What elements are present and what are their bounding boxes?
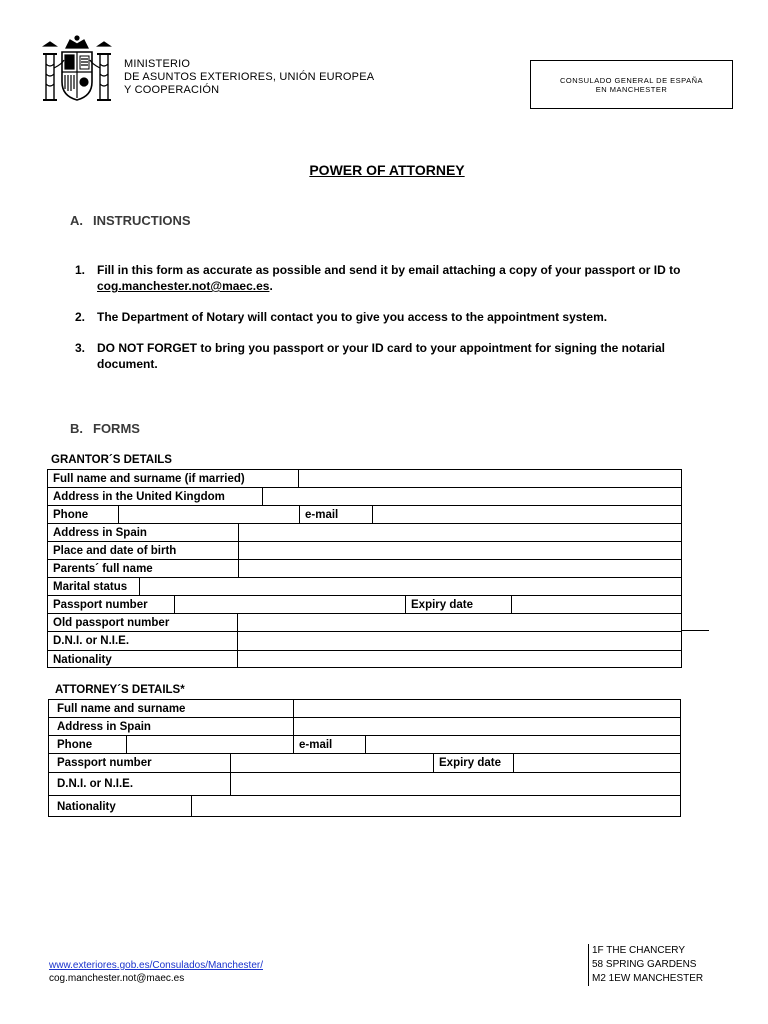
grantor-row-birth [48,542,681,560]
grantor-birth-input[interactable] [239,542,681,559]
instruction-text: The Department of Notary will contact you to give you access to the appointment system. [97,310,608,324]
attorney-row-passport [49,754,680,773]
field-label: Expiry date [439,757,501,769]
section-b-letter: B. [70,421,83,436]
section-a-letter: A. [70,213,83,228]
grantor-heading: GRANTOR´S DETAILS [51,454,172,466]
consulate-line-2: EN MANCHESTER [595,84,668,94]
instruction-text: Fill in this form as accurate as possible and send it by email attaching a copy of your passport or ID to [97,263,681,277]
address-line-3: M2 1EW MANCHESTER [592,973,704,984]
instruction-number: 3. [75,341,86,355]
section-a-label: INSTRUCTIONS [93,213,191,228]
attorney-phone-input[interactable] [127,736,293,753]
attorney-row-full-name [49,700,680,718]
field-label: Phone [53,508,89,521]
field-label: Address in the United Kingdom [53,490,225,503]
attorney-row-dni [49,773,680,796]
field-label: Full name and surname (if married) [53,472,245,485]
attorney-form [48,699,681,817]
consulate-box [530,60,733,109]
footer-email: cog.manchester.not@maec.es [49,973,185,984]
attorney-nationality-input[interactable] [192,796,680,817]
attorney-row-phone [49,736,680,754]
ministry-line-1: MINISTERIO [124,58,191,70]
instruction-number: 1. [75,263,86,277]
grantor-phone-input[interactable] [119,506,299,523]
instructions-list [75,262,697,387]
ministry-line-2: DE ASUNTOS EXTERIORES, UNIÓN EUROPEA [124,71,375,83]
attorney-row-nationality [49,796,680,817]
instruction-text-end: . [269,279,273,293]
grantor-email-input[interactable] [373,506,681,523]
field-label: e-mail [299,738,333,751]
grantor-row-parents [48,560,681,578]
grantor-address-uk-input[interactable] [263,488,681,505]
address-line-2: 58 SPRING GARDENS [592,959,697,970]
attorney-row-address-spain [49,718,680,736]
grantor-expiry-input[interactable] [512,596,681,613]
field-label: Parents´ full name [53,562,153,575]
field-label: Place and date of birth [53,544,177,557]
field-label: Expiry date [411,598,473,611]
divider-line [682,630,709,631]
grantor-dni-input[interactable] [238,632,681,650]
footer-contact [49,959,263,985]
grantor-row-phone [48,506,681,524]
attorney-heading: ATTORNEY´S DETAILS* [55,684,185,696]
grantor-form [47,469,682,668]
grantor-row-address-spain [48,524,681,542]
grantor-nationality-input[interactable] [238,651,681,668]
attorney-address-spain-input[interactable] [294,718,680,735]
field-label: Full name and surname [57,702,186,715]
attorney-dni-input[interactable] [231,773,680,795]
field-label: D.N.I. or N.I.E. [57,778,134,790]
field-label: Old passport number [53,616,170,629]
page-title: POWER OF ATTORNEY [309,162,465,178]
grantor-row-full-name [48,470,681,488]
attorney-full-name-input[interactable] [294,700,680,717]
field-label: Nationality [57,800,116,813]
section-b-label: FORMS [93,421,140,436]
field-label: e-mail [305,508,339,521]
instruction-item [75,262,697,294]
field-label: Passport number [53,598,148,611]
grantor-row-passport [48,596,681,614]
instruction-item [75,309,697,325]
grantor-parents-input[interactable] [239,560,681,577]
footer-address [588,944,703,986]
attorney-email-input[interactable] [366,736,680,753]
address-line-1: 1F THE CHANCERY [592,945,685,956]
attorney-passport-input[interactable] [231,754,433,772]
website-link[interactable]: www.exteriores.gob.es/Consulados/Manchester/ [49,960,263,971]
grantor-old-passport-input[interactable] [238,614,681,631]
ministry-line-3: Y COOPERACIÓN [124,84,220,96]
section-b-heading [70,421,140,436]
field-label: Passport number [57,757,152,769]
section-a-heading [70,213,191,228]
instruction-emphasis: DO NOT FORGET [97,341,197,355]
grantor-row-nationality [48,651,681,668]
instruction-text: to bring you passport or your ID card to your appointment for signing the notarial document. [97,341,666,371]
ministry-name [124,58,374,97]
grantor-passport-input[interactable] [175,596,405,613]
grantor-full-name-input[interactable] [299,470,681,487]
spanish-coat-of-arms-icon [40,34,114,110]
grantor-row-dni [48,632,681,651]
attorney-expiry-input[interactable] [514,754,680,772]
field-label: Address in Spain [53,526,147,539]
grantor-marital-input[interactable] [140,578,681,595]
field-label: Phone [57,738,93,751]
field-label: Marital status [53,580,128,593]
field-label: Address in Spain [57,720,151,733]
notary-email-link[interactable]: cog.manchester.not@maec.es [97,279,270,293]
instruction-number: 2. [75,310,86,324]
grantor-row-address-uk [48,488,681,506]
instruction-item [75,340,697,372]
field-label: D.N.I. or N.I.E. [53,635,130,647]
field-label: Nationality [53,653,112,666]
grantor-row-marital [48,578,681,596]
consulate-line-1: CONSULADO GENERAL DE ESPAÑA [559,75,704,85]
grantor-row-old-passport [48,614,681,632]
grantor-address-spain-input[interactable] [239,524,681,541]
